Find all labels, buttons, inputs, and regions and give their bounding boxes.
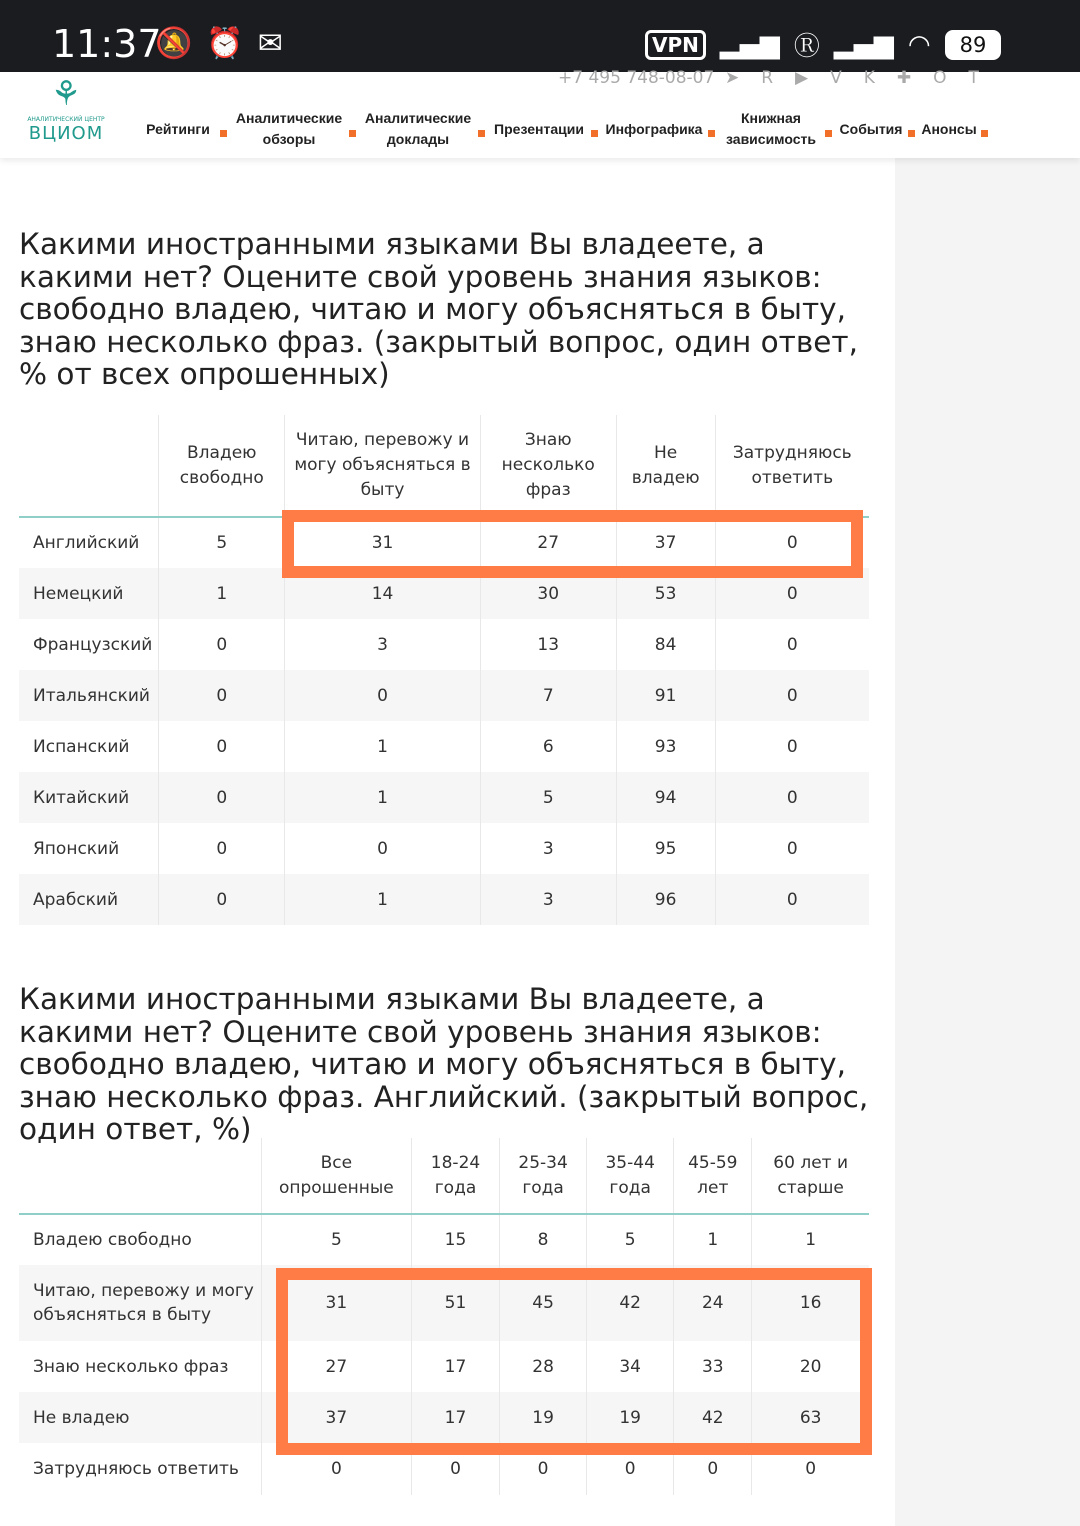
cell: 1 [285,874,481,925]
row-label: Итальянский [19,670,159,721]
column-header: Не владею [616,415,715,517]
cell: 16 [752,1265,869,1341]
cell: 96 [616,874,715,925]
status-bar [0,0,1080,72]
table2 [19,1138,869,1495]
cell: 3 [480,874,616,925]
cell: 1 [752,1214,869,1265]
cell: 14 [285,568,481,619]
roaming-icon: Ⓡ [793,32,820,62]
cell: 0 [715,670,869,721]
vpn-icon: VPN [645,30,706,60]
cell: 0 [715,721,869,772]
row-label: Затрудняюсь ответить [33,1459,239,1479]
wifi-icon: ◠ [907,29,931,60]
nav-bullet-icon [591,130,598,137]
column-header: Знаю несколько фраз [480,415,616,517]
table-row [19,772,869,823]
table-row [19,619,869,670]
cell: 0 [715,517,869,568]
nav-item[interactable]: Аналитические доклады [364,110,472,147]
table-row [19,1392,869,1443]
table1 [19,415,869,925]
cell: 0 [715,772,869,823]
site-header [0,68,1080,158]
logo[interactable] [18,72,114,144]
table-row [19,1341,869,1392]
cell: 28 [500,1341,587,1392]
table-row [19,823,869,874]
row-label: Читаю, перевожу и могу объясняться в быту [19,1265,261,1341]
nav-item[interactable]: Анонсы [921,120,977,137]
column-header: Владею свободно [159,415,285,517]
cell: 42 [587,1265,674,1341]
cell: 1 [285,721,481,772]
cell: 5 [480,772,616,823]
signal-icon: ▂▄▆ [833,29,894,60]
cell: 27 [261,1341,411,1392]
cell: 5 [587,1214,674,1265]
logo-small: АНАЛИТИЧЕСКИЙ ЦЕНТР [27,116,105,123]
clock: 11:37 [52,22,162,66]
cell: 0 [715,568,869,619]
battery-icon: 89 [945,30,1002,60]
cell: 93 [616,721,715,772]
nav-item[interactable]: Аналитические обзоры [235,110,343,147]
cell: 34 [587,1341,674,1392]
cell: 0 [285,823,481,874]
cell: 27 [480,517,616,568]
column-header: 45-59 лет [674,1138,752,1214]
cell: 0 [674,1443,752,1495]
nav-bullet-icon [349,130,356,137]
cell: 0 [411,1443,499,1495]
cell: 20 [752,1341,869,1392]
cell: 1 [285,772,481,823]
column-header: 18-24 года [411,1138,499,1214]
cell: 5 [159,517,285,568]
nav-bullet-icon [708,130,715,137]
nav-bullet-icon [220,130,227,137]
nav-bullet-icon [478,130,485,137]
header-row [19,415,869,517]
cell: 33 [674,1341,752,1392]
row-label: Французский [33,634,153,655]
column-header: 25-34 года [500,1138,587,1214]
cell: 8 [500,1214,587,1265]
row-label: Китайский [19,772,159,823]
table-row [19,517,869,568]
nav-item[interactable]: Презентации [494,120,584,137]
cell: 17 [411,1392,499,1443]
row-label: Знаю несколько фраз [33,1356,229,1377]
cell: 0 [159,823,285,874]
column-header: Затрудняюсь ответить [715,415,869,517]
table-row [19,670,869,721]
cell: 0 [715,823,869,874]
cell: 31 [285,517,481,568]
cell: 0 [285,670,481,721]
cell: 37 [261,1392,411,1443]
cell: 0 [500,1443,587,1495]
row-label: Владею свободно [33,1230,192,1250]
cell: 6 [480,721,616,772]
cell: 51 [411,1265,499,1341]
table-row [19,1443,869,1495]
notification-icons: 🔕⏰✉ [155,26,297,61]
cell: 3 [285,619,481,670]
main-nav [140,108,1075,150]
row-label: Японский [33,838,120,859]
cell: 0 [715,619,869,670]
table-row [19,874,869,925]
cell: 0 [587,1443,674,1495]
cell: 63 [752,1392,869,1443]
right-sidebar [895,158,1080,1526]
nav-bullet-icon [825,130,832,137]
cell: 94 [616,772,715,823]
row-label: Арабский [19,874,159,925]
cell: 0 [159,874,285,925]
cell: 0 [715,874,869,925]
signal-icon: ▂▄▆ [719,29,780,60]
table-row [19,1265,869,1341]
table-row [19,1214,869,1265]
cell: 17 [411,1341,499,1392]
cell: 30 [480,568,616,619]
cell: 13 [480,619,616,670]
cell: 7 [480,670,616,721]
cell: 91 [616,670,715,721]
column-header [19,1138,261,1214]
header-row [19,1138,869,1214]
cell: 0 [159,772,285,823]
social-icons[interactable]: ➤R▶VK✚ОТ [725,68,1001,88]
cell: 53 [616,568,715,619]
column-header: Читаю, перевожу и могу объясняться в быту [285,415,481,517]
column-header: 60 лет и старше [752,1138,869,1214]
nav-bullet-icon [981,130,988,137]
cell: 0 [159,670,285,721]
table-row [19,568,869,619]
column-header [19,415,159,517]
nav-item[interactable]: События [839,120,903,137]
column-header: 35-44 года [587,1138,674,1214]
cell: 37 [616,517,715,568]
row-label: Немецкий [19,568,159,619]
nav-bullet-icon [908,130,915,137]
table1-title: Какими иностранными языками Вы владеете, а какими нет? Оцените свой уровень знания языков: свободно владею, читаю и могу объясняться в быту, знаю несколько фраз. (закрытый вопрос, один ответ, % от всех опрошенных) [19,227,858,391]
nav-item[interactable]: Рейтинги [146,120,210,137]
system-icons [645,26,1001,63]
cell: 31 [261,1265,411,1341]
row-label: Испанский [33,736,130,757]
tree-logo-icon: ⚘ [50,74,82,114]
cell: 84 [616,619,715,670]
nav-item[interactable]: Инфографика [605,120,703,137]
table-row [19,721,869,772]
phone-link[interactable]: +7 495 748-08-07 [558,68,715,88]
cell: 5 [261,1214,411,1265]
cell: 3 [480,823,616,874]
cell: 42 [674,1392,752,1443]
cell: 0 [159,619,285,670]
cell: 24 [674,1265,752,1341]
nav-item[interactable]: Книжная зависимость [726,110,816,147]
table2-title: Какими иностранными языками Вы владеете, а какими нет? Оцените свой уровень знания языков: свободно владею, читаю и могу объясняться в быту, знаю несколько фраз. Английский. (закрытый вопрос, один ответ, %) [19,982,869,1146]
cell: 0 [261,1443,411,1495]
cell: 0 [752,1443,869,1495]
cell: 0 [159,721,285,772]
cell: 95 [616,823,715,874]
cell: 1 [159,568,285,619]
cell: 1 [674,1214,752,1265]
logo-text: ВЦИОМ [28,123,104,144]
cell: 45 [500,1265,587,1341]
cell: 15 [411,1214,499,1265]
row-label: Не владею [19,1392,261,1443]
row-label: Английский [33,533,140,553]
cell: 19 [587,1392,674,1443]
cell: 19 [500,1392,587,1443]
column-header: Все опрошенные [261,1138,411,1214]
